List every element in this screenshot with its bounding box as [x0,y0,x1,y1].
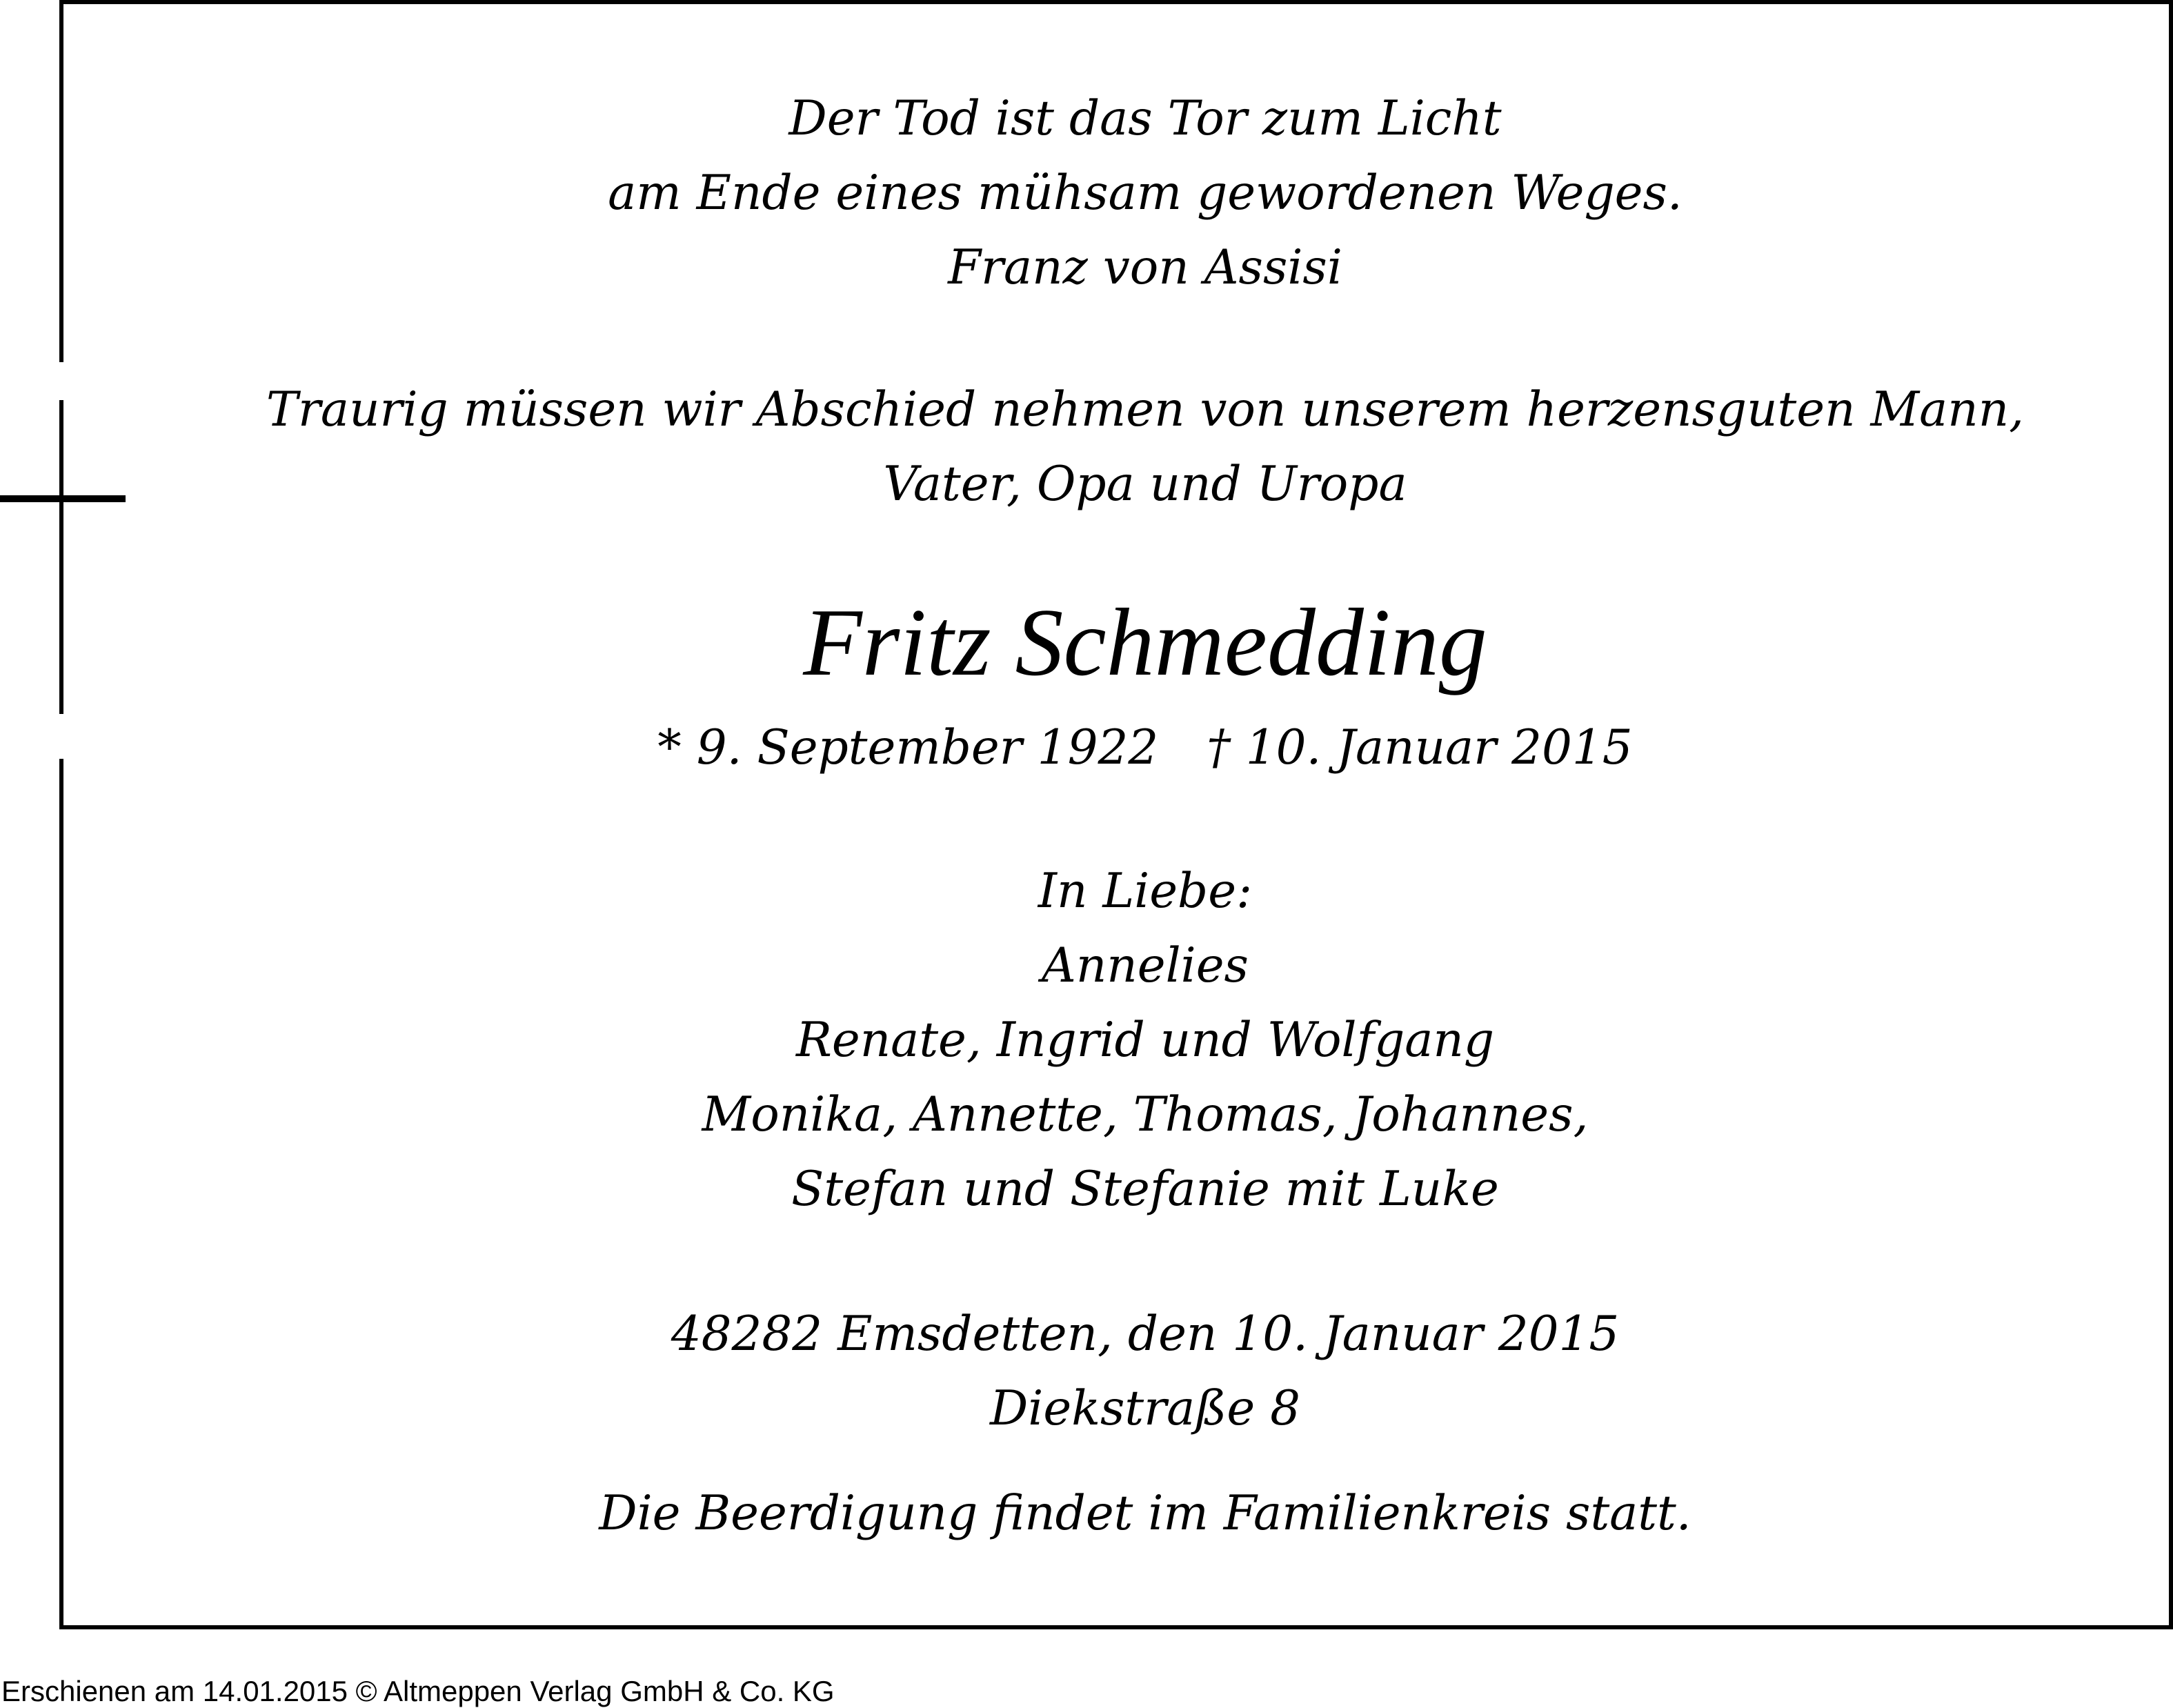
name-block [69,588,2173,698]
street-address: Diekstraße 8 [989,1381,1301,1436]
deceased-name: Fritz Schmedding [803,589,1487,696]
frame-left-border-upper [59,0,63,362]
intro-block [69,373,2173,522]
funeral-note: Die Beerdigung findet im Familienkreis statt. [599,1486,1691,1541]
mourner-line: Stefan und Stefanie mit Luke [791,1162,1499,1217]
birth-date: * 9. September 1922 [657,720,1159,775]
intro-line: Vater, Opa und Uropa [883,457,1407,512]
publication-footer: Erschienen am 14.01.2015 © Altmeppen Verlag GmbH & Co. KG [1,1675,835,1707]
quote-block [69,81,2173,305]
frame-bottom-border [59,1625,2173,1629]
mourners-heading: In Liebe: [1038,864,1253,919]
cross-vertical-bar [59,400,63,714]
address-block [69,1297,2173,1446]
quote-author: Franz von Assisi [948,240,1342,295]
mourner-line: Renate, Ingrid und Wolfgang [795,1013,1495,1068]
mourners-block [69,854,2173,1227]
quote-line: am Ende eines mühsam gewordenen Weges. [608,166,1683,221]
quote-line: Der Tod ist das Tor zum Licht [788,91,1502,146]
intro-line: Traurig müssen wir Abschied nehmen von unserem herzensguten Mann, [266,382,2025,437]
death-date: † 10. Januar 2015 [1207,720,1633,775]
frame-top-border [59,0,2173,4]
mourner-line: Annelies [1042,938,1249,993]
funeral-note-block [69,1476,2173,1551]
mourner-line: Monika, Annette, Thomas, Johannes, [702,1087,1589,1142]
place-date: 48282 Emsdetten, den 10. Januar 2015 [671,1307,1620,1362]
frame-left-border-lower [59,759,63,1629]
dates-block [69,711,2173,785]
